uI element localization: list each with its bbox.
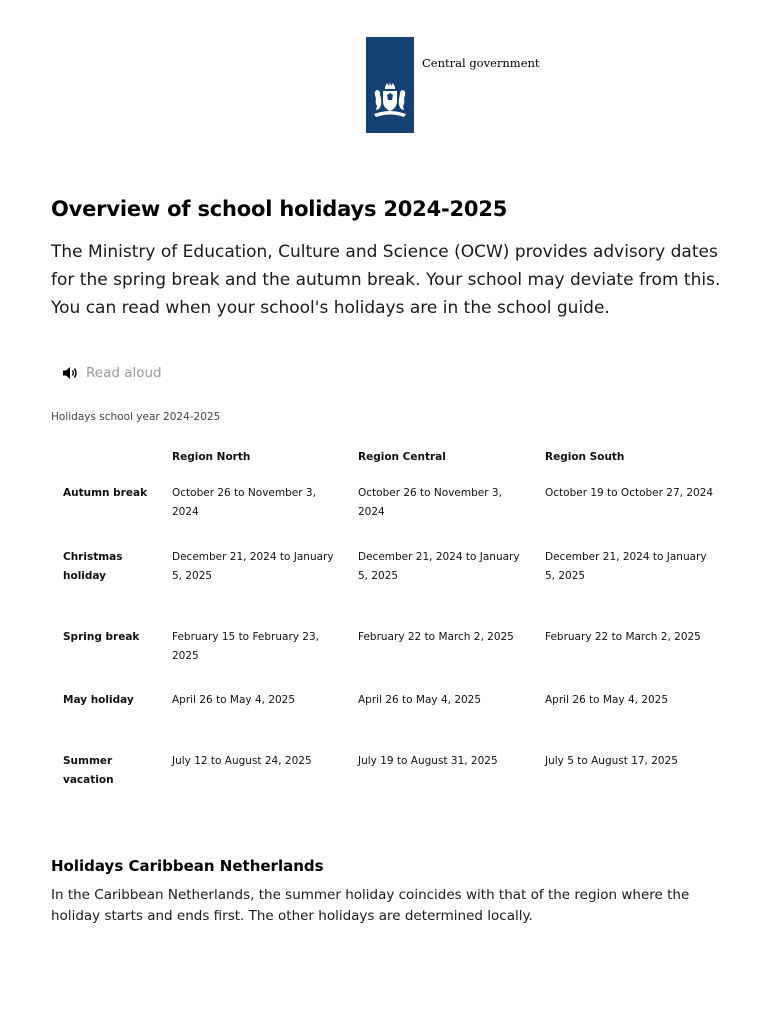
- table-row-may-holiday: [51, 691, 731, 752]
- table-cell: July 5 to August 17, 2025: [545, 755, 678, 767]
- table-cell: October 26 to November 3, 2024: [358, 487, 502, 518]
- intro-paragraph: The Ministry of Education, Culture and Science (OCW) provides advisory dates for the spring break and the autumn break. Your school may deviate from this. You can read when your school's holidays are in the school guide.: [51, 242, 721, 318]
- column-header-north: Region North: [172, 451, 251, 463]
- speaker-icon: [62, 366, 78, 380]
- table-cell: July 12 to August 24, 2025: [172, 755, 312, 767]
- column-header-central: Region Central: [358, 451, 446, 463]
- table-cell: April 26 to May 4, 2025: [172, 694, 296, 706]
- table-cell: December 21, 2024 to January 5, 2025: [172, 551, 334, 582]
- table-header-empty: [51, 440, 172, 484]
- caribbean-paragraph: In the Caribbean Netherlands, the summer holiday coincides with that of the region where the holiday starts and ends first. The other holidays are determined locally.: [51, 887, 690, 924]
- table-caption: Holidays school year 2024-2025: [51, 411, 221, 423]
- table-cell: April 26 to May 4, 2025: [545, 694, 669, 706]
- read-aloud-button[interactable]: [62, 363, 162, 383]
- row-label: Summer vacation: [63, 755, 114, 786]
- caribbean-heading: Holidays Caribbean Netherlands: [51, 857, 324, 875]
- table-cell: October 19 to October 27, 2024: [545, 487, 714, 499]
- row-label: Christmas holiday: [63, 551, 123, 582]
- table-cell: December 21, 2024 to January 5, 2025: [545, 551, 707, 582]
- table-row-christmas-holiday: [51, 548, 731, 628]
- table-cell: February 15 to February 23, 2025: [172, 631, 320, 662]
- logo-text: Central government: [422, 56, 540, 70]
- table-row-spring-break: [51, 628, 731, 691]
- table-header-row: [51, 440, 731, 484]
- table-cell: December 21, 2024 to January 5, 2025: [358, 551, 520, 582]
- table-cell: October 26 to November 3, 2024: [172, 487, 316, 518]
- table-cell: April 26 to May 4, 2025: [358, 694, 482, 706]
- row-label: May holiday: [63, 694, 134, 706]
- table-cell: July 19 to August 31, 2025: [358, 755, 498, 767]
- table-cell: February 22 to March 2, 2025: [545, 631, 701, 643]
- row-label: Spring break: [63, 631, 140, 643]
- row-label: Autumn break: [63, 487, 148, 499]
- page-title: Overview of school holidays 2024-2025: [51, 197, 508, 221]
- table-row-summer-vacation: [51, 752, 731, 802]
- read-aloud-label: Read aloud: [86, 365, 162, 381]
- coat-of-arms-icon: [366, 37, 414, 133]
- table-cell: February 22 to March 2, 2025: [358, 631, 514, 643]
- rijksoverheid-logo[interactable]: [366, 37, 414, 133]
- column-header-south: Region South: [545, 451, 625, 463]
- holidays-table: [51, 440, 731, 802]
- table-row-autumn-break: [51, 484, 731, 548]
